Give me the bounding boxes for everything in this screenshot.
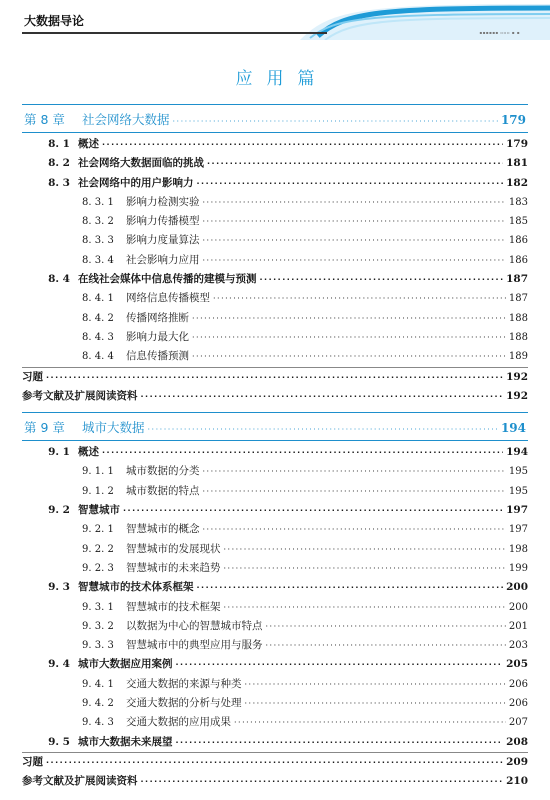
- page-number: 203: [508, 640, 528, 652]
- page-number: 192: [506, 370, 528, 383]
- subsection-title: 影响力最大化: [126, 330, 189, 343]
- extra-title: 习题: [22, 370, 43, 383]
- page-number: 192: [506, 389, 528, 402]
- page-number: 187: [508, 293, 528, 305]
- subsection-number: 8. 4. 2: [82, 312, 114, 324]
- page-number: 206: [508, 678, 528, 690]
- page-number: 186: [508, 235, 528, 247]
- subsection-number: 9. 4. 1: [82, 678, 114, 690]
- subsection-number: 8. 3. 3: [82, 235, 114, 247]
- subsection-title: 社会影响力应用: [126, 253, 200, 266]
- dot-leader: [197, 578, 504, 597]
- dot-leader: [192, 309, 506, 328]
- section-title: 在线社会媒体中信息传播的建模与预测: [78, 273, 257, 286]
- subsection-entry[interactable]: [22, 520, 528, 539]
- page-number: 210: [506, 775, 528, 788]
- page-number: 207: [508, 717, 528, 729]
- page-number: 198: [508, 543, 528, 555]
- subsection-entry[interactable]: [22, 347, 528, 366]
- section-entry[interactable]: [22, 154, 528, 173]
- subsection-number: 9. 3. 2: [82, 620, 114, 632]
- subsection-title: 影响力传播模型: [126, 215, 200, 228]
- dot-leader: [102, 135, 503, 154]
- section-title: 城市大数据应用案例: [78, 658, 173, 671]
- section-title: 概述: [78, 138, 99, 150]
- dot-leader: [224, 559, 506, 578]
- page-number: 195: [508, 466, 528, 478]
- subsection-entry[interactable]: [22, 482, 528, 501]
- section-number: 8. 1: [48, 138, 70, 150]
- section-entry[interactable]: [22, 270, 528, 289]
- subsection-number: 9. 2. 3: [82, 562, 114, 574]
- subsection-number: 9. 4. 2: [82, 698, 114, 710]
- table-of-contents: [22, 104, 528, 792]
- subsection-entry[interactable]: [22, 636, 528, 655]
- section-title: 城市大数据未来展望: [78, 735, 173, 748]
- dot-leader: [192, 347, 506, 366]
- section-title: 概述: [78, 446, 99, 459]
- dot-leader: [141, 772, 504, 791]
- chapter-rule: [22, 412, 528, 413]
- subsection-title: 影响力检测实验: [126, 195, 200, 208]
- section-title: 智慧城市的技术体系框架: [78, 581, 194, 594]
- dot-leader: [203, 193, 506, 212]
- section-number: 8. 4: [48, 273, 70, 286]
- page-number: 194: [500, 421, 526, 436]
- dot-leader: [203, 251, 506, 270]
- exercises-entry[interactable]: [22, 368, 528, 387]
- references-entry[interactable]: [22, 772, 528, 791]
- subsection-entry[interactable]: [22, 309, 528, 328]
- page-number: 187: [506, 273, 528, 286]
- section-entry[interactable]: [22, 501, 528, 520]
- chapter-number: 第 8 章: [24, 112, 65, 127]
- subsection-number: 9. 2. 1: [82, 524, 114, 536]
- page-number: 181: [506, 157, 528, 170]
- subsection-entry[interactable]: [22, 193, 528, 212]
- subsection-title: 交通大数据的分析与处理: [126, 697, 242, 710]
- page-number: 205: [506, 658, 528, 671]
- subsection-number: 8. 3. 2: [82, 216, 114, 228]
- page-number: 209: [506, 755, 528, 768]
- subsection-title: 交通大数据的来源与种类: [126, 677, 242, 690]
- references-entry[interactable]: [22, 387, 528, 406]
- section-title: 智慧城市: [78, 504, 120, 517]
- dot-leader: [260, 270, 504, 289]
- page-number: 179: [506, 138, 528, 150]
- dot-leader: [245, 694, 506, 713]
- page-number: 201: [508, 620, 528, 632]
- dot-leader: [203, 462, 506, 481]
- header-tags: ▪▪▪▪▪▪ ▫▫▫ ▪ ▪: [479, 30, 520, 35]
- section-entry[interactable]: [22, 135, 528, 154]
- page-number: 183: [508, 196, 528, 208]
- subsection-number: 8. 4. 3: [82, 331, 114, 343]
- section-title: 社会网络中的用户影响力: [78, 176, 194, 189]
- subsection-title: 以数据为中心的智慧城市特点: [126, 619, 263, 632]
- subsection-number: 8. 3. 1: [82, 196, 114, 208]
- subsection-title: 智慧城市中的典型应用与服务: [126, 639, 263, 652]
- dot-leader: [203, 231, 506, 250]
- subsection-number: 9. 4. 3: [82, 717, 114, 729]
- dot-leader: [141, 387, 504, 406]
- part-title: 应用篇: [235, 69, 329, 89]
- chapter-rule: [22, 104, 528, 105]
- dot-leader: [192, 328, 506, 347]
- dot-leader: [234, 713, 506, 732]
- page-number: 197: [508, 524, 528, 536]
- section-number: 9. 2: [48, 504, 70, 517]
- section-entry[interactable]: [22, 443, 528, 462]
- subsection-entry[interactable]: [22, 328, 528, 347]
- page-number: 179: [500, 113, 526, 127]
- subsection-title: 智慧城市的概念: [126, 523, 200, 536]
- dot-leader: [224, 598, 506, 617]
- dot-leader: [176, 733, 504, 752]
- subsection-title: 传播网络推断: [126, 311, 189, 324]
- subsection-title: 交通大数据的应用成果: [126, 716, 231, 729]
- chapter-title: 社会网络大数据: [82, 112, 170, 127]
- dot-leader: [266, 617, 506, 636]
- subsection-entry[interactable]: [22, 251, 528, 270]
- header-rule: [22, 32, 327, 34]
- subsection-title: 城市数据的特点: [126, 484, 200, 497]
- section-number: 8. 3: [48, 176, 70, 189]
- extra-title: 习题: [22, 755, 43, 768]
- section-number: 9. 1: [48, 446, 70, 459]
- chapter-number: 第 9 章: [24, 420, 65, 436]
- page-number: 188: [508, 312, 528, 324]
- section-entry[interactable]: [22, 578, 528, 597]
- dot-leader: [266, 636, 506, 655]
- dot-leader: [173, 109, 498, 134]
- dot-leader: [102, 443, 503, 462]
- chapter-title: 城市大数据: [82, 420, 145, 436]
- page-number: 195: [508, 485, 528, 497]
- subsection-entry[interactable]: [22, 559, 528, 578]
- subsection-title: 信息传播预测: [126, 350, 189, 363]
- subsection-number: 9. 1. 1: [82, 466, 114, 478]
- subsection-number: 9. 3. 3: [82, 640, 114, 652]
- section-entry[interactable]: [22, 655, 528, 674]
- subsection-entry[interactable]: [22, 713, 528, 732]
- extra-title: 参考文献及扩展阅读资料: [22, 775, 138, 788]
- page-number: 185: [508, 216, 528, 228]
- subsection-title: 智慧城市的未来趋势: [126, 561, 221, 574]
- dot-leader: [46, 753, 503, 772]
- dot-leader: [213, 289, 506, 308]
- page-number: 206: [508, 698, 528, 710]
- subsection-entry[interactable]: [22, 694, 528, 713]
- subsection-title: 影响力度量算法: [126, 234, 200, 247]
- subsection-number: 9. 1. 2: [82, 485, 114, 497]
- subsection-number: 9. 3. 1: [82, 601, 114, 613]
- page-number: 200: [508, 601, 528, 613]
- subsection-number: 8. 4. 4: [82, 351, 114, 363]
- section-entry[interactable]: [22, 733, 528, 752]
- subsection-number: 8. 3. 4: [82, 254, 114, 266]
- subsection-entry[interactable]: [22, 462, 528, 481]
- subsection-title: 智慧城市的发展现状: [126, 542, 221, 555]
- page-number: 197: [506, 504, 528, 517]
- subsection-entry[interactable]: [22, 289, 528, 308]
- dot-leader: [203, 520, 506, 539]
- chapter-heading[interactable]: [22, 415, 528, 440]
- dot-leader: [224, 540, 506, 559]
- subsection-entry[interactable]: [22, 212, 528, 231]
- section-number: 9. 3: [48, 581, 70, 594]
- exercises-entry[interactable]: [22, 753, 528, 772]
- subsection-title: 城市数据的分类: [126, 465, 200, 478]
- page-number: 186: [508, 254, 528, 266]
- dot-leader: [46, 368, 503, 387]
- section-number: 8. 2: [48, 157, 70, 170]
- page-number: 188: [508, 331, 528, 343]
- section-entry[interactable]: [22, 174, 528, 193]
- subsection-number: 8. 4. 1: [82, 293, 114, 305]
- subsection-title: 网络信息传播模型: [126, 292, 210, 305]
- subsection-entry[interactable]: [22, 540, 528, 559]
- dot-leader: [148, 417, 498, 442]
- page-number: 182: [506, 176, 528, 189]
- extra-title: 参考文献及扩展阅读资料: [22, 389, 138, 402]
- dot-leader: [203, 482, 506, 501]
- subsection-entry[interactable]: [22, 231, 528, 250]
- page-number: 199: [508, 562, 528, 574]
- subsection-entry[interactable]: [22, 598, 528, 617]
- chapter-heading[interactable]: [22, 107, 528, 132]
- dot-leader: [197, 174, 504, 193]
- subsection-number: 9. 2. 2: [82, 543, 114, 555]
- page-number: 208: [506, 735, 528, 748]
- page-header: [0, 0, 550, 40]
- page-number: 200: [506, 581, 528, 594]
- dot-leader: [203, 212, 506, 231]
- page-number: 189: [508, 351, 528, 363]
- subsection-entry[interactable]: [22, 617, 528, 636]
- section-number: 9. 4: [48, 658, 70, 671]
- subsection-title: 智慧城市的技术框架: [126, 600, 221, 613]
- dot-leader: [207, 154, 503, 173]
- section-title: 社会网络大数据面临的挑战: [78, 157, 204, 170]
- dot-leader: [245, 675, 506, 694]
- subsection-entry[interactable]: [22, 675, 528, 694]
- book-title: 大数据导论: [24, 14, 85, 28]
- dot-leader: [176, 655, 504, 674]
- section-number: 9. 5: [48, 735, 70, 748]
- page-number: 194: [506, 446, 528, 459]
- dot-leader: [123, 501, 503, 520]
